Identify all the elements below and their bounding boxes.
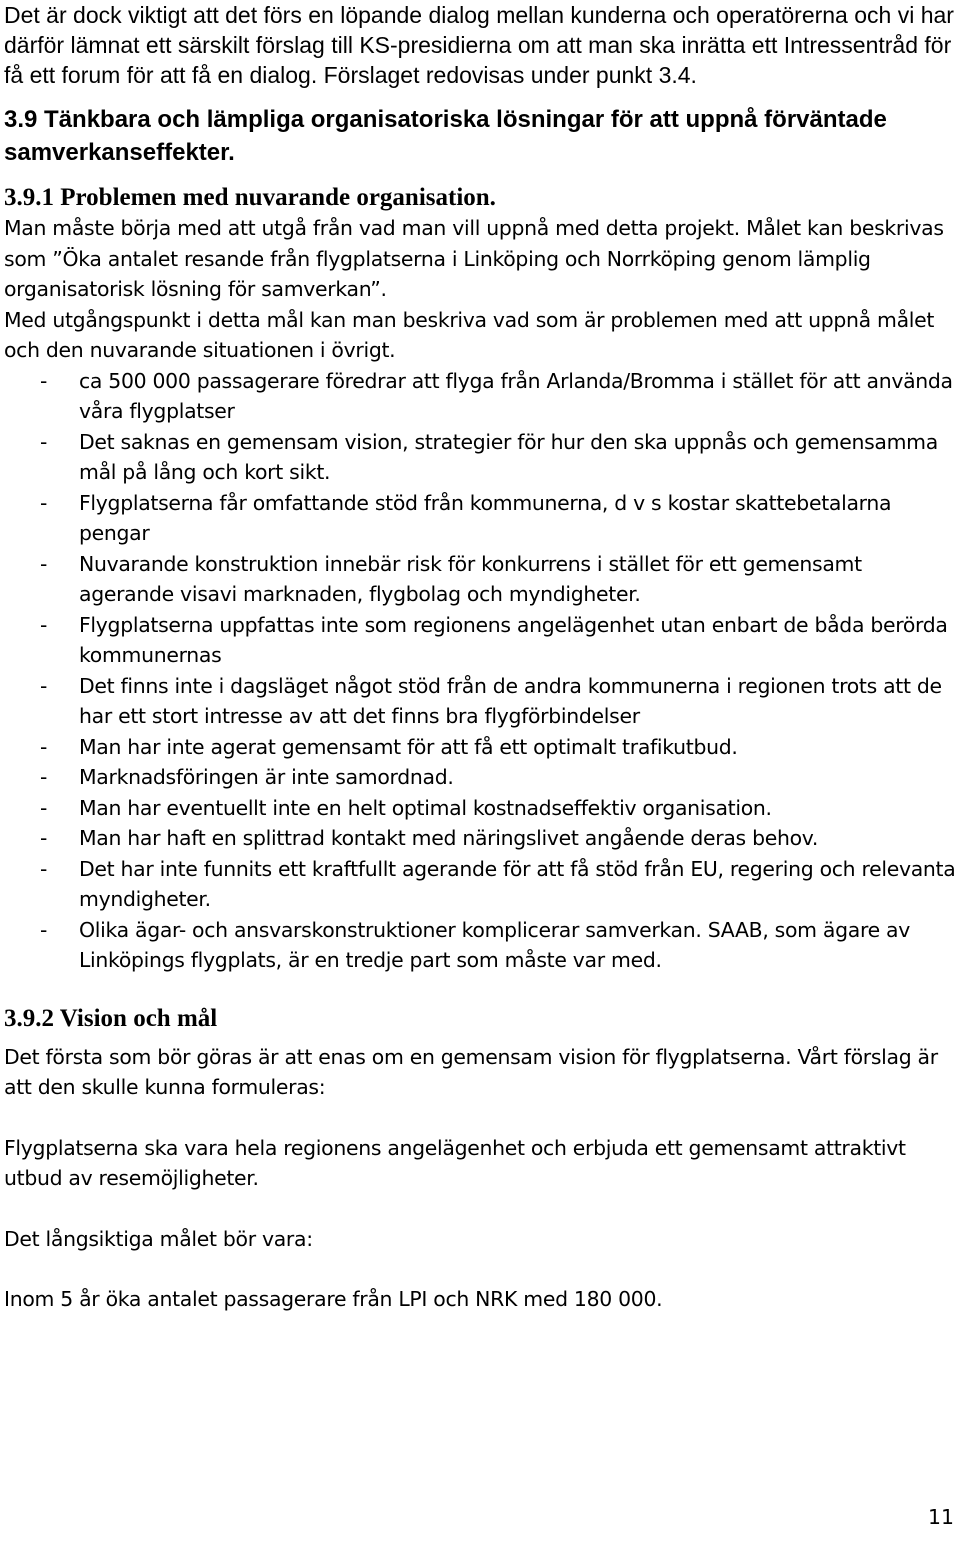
list-item-text: Det saknas en gemensam vision, strategier för hur den ska uppnås och gemensamma mål på lång och kort sikt. xyxy=(79,429,938,484)
problems-list xyxy=(4,366,958,976)
list-item xyxy=(4,610,958,671)
list-item-text: Det finns inte i dagsläget något stöd från de andra kommunerna i regionen trots att de har ett stort intresse av att det finns bra flygförbindelser xyxy=(79,673,942,728)
list-item-text: Man har haft en splittrad kontakt med näringslivet angående deras behov. xyxy=(79,826,819,850)
dash-bullet: - xyxy=(40,429,48,454)
goal-statement: Inom 5 år öka antalet passagerare från LPI och NRK med 180 000. xyxy=(4,1287,663,1311)
dash-bullet: - xyxy=(40,612,48,637)
dash-bullet: - xyxy=(40,826,48,850)
subsection-heading-problems: 3.9.1 Problemen med nuvarande organisation. xyxy=(4,184,496,211)
list-item xyxy=(4,823,958,854)
problems-paragraph-1: Man måste börja med att utgå från vad man vill uppnå med detta projekt. Målet kan beskrivas som ”Öka antalet resande från flygplatserna i Linköping och Norrköping genom lämplig organisatorisk lösning för samverkan”. xyxy=(4,216,944,301)
list-item-text: Nuvarande konstruktion innebär risk för konkurrens i stället för ett gemensamt agerande visavi marknaden, flygbolag och myndigheter. xyxy=(79,551,862,606)
document-page xyxy=(4,0,958,1315)
section-heading: 3.9 Tänkbara och lämpliga organisatoriska lösningar för att uppnå förväntade samverkanseffekter. xyxy=(4,106,887,166)
dash-bullet: - xyxy=(40,765,48,789)
problems-paragraph-2: Med utgångspunkt i detta mål kan man beskriva vad som är problemen med att uppnå målet och den nuvarande situationen i övrigt. xyxy=(4,307,935,362)
page-number: 11 xyxy=(928,1505,954,1529)
list-item-text: Flygplatserna uppfattas inte som regionens angelägenhet utan enbart de båda berörda kommunernas xyxy=(79,612,948,667)
list-item xyxy=(4,427,958,488)
dash-bullet: - xyxy=(40,551,48,576)
list-item xyxy=(4,762,958,793)
dash-bullet: - xyxy=(40,734,48,759)
list-item xyxy=(4,488,958,549)
dash-bullet: - xyxy=(40,856,48,881)
list-item xyxy=(4,366,958,427)
list-item xyxy=(4,854,958,915)
list-item xyxy=(4,549,958,610)
list-item-text: Det har inte funnits ett kraftfullt agerande för att få stöd från EU, regering och relevanta myndigheter. xyxy=(79,856,956,911)
dash-bullet: - xyxy=(40,368,48,393)
list-item-text: Olika ägar- och ansvarskonstruktioner komplicerar samverkan. SAAB, som ägare av Linköpings flygplats, är en tredje part som måste var med. xyxy=(79,917,910,972)
list-item xyxy=(4,793,958,824)
list-item-text: Flygplatserna får omfattande stöd från kommunerna, d v s kostar skattebetalarna pengar xyxy=(79,490,892,545)
list-item xyxy=(4,732,958,763)
list-item-text: Man har inte agerat gemensamt för att få ett optimalt trafikutbud. xyxy=(79,734,738,759)
list-item xyxy=(4,915,958,976)
list-item-text: ca 500 000 passagerare föredrar att flyga från Arlanda/Bromma i stället för att använda våra flygplatser xyxy=(79,368,953,423)
list-item xyxy=(4,671,958,732)
intro-paragraph: Det är dock viktigt att det förs en löpande dialog mellan kunderna och operatörerna och vi har därför lämnat ett särskilt förslag till KS-presidierna om att man ska inrätta ett Intressentråd för få ett forum för att få en dialog. Förslaget redovisas under punkt 3.4. xyxy=(4,2,954,88)
dash-bullet: - xyxy=(40,917,48,942)
vision-statement: Flygplatserna ska vara hela regionens angelägenhet och erbjuda ett gemensamt attraktivt utbud av resemöjligheter. xyxy=(4,1135,906,1190)
dash-bullet: - xyxy=(40,673,48,698)
list-item-text: Man har eventuellt inte en helt optimal kostnadseffektiv organisation. xyxy=(79,795,772,820)
vision-paragraph-1: Det första som bör göras är att enas om en gemensam vision för flygplatserna. Vårt förslag är att den skulle kunna formuleras: xyxy=(4,1044,938,1099)
list-item-text: Marknadsföringen är inte samordnad. xyxy=(79,765,454,789)
dash-bullet: - xyxy=(40,490,48,515)
goal-intro: Det långsiktiga målet bör vara: xyxy=(4,1226,313,1251)
subsection-heading-vision: 3.9.2 Vision och mål xyxy=(4,1004,218,1032)
dash-bullet: - xyxy=(40,795,48,820)
